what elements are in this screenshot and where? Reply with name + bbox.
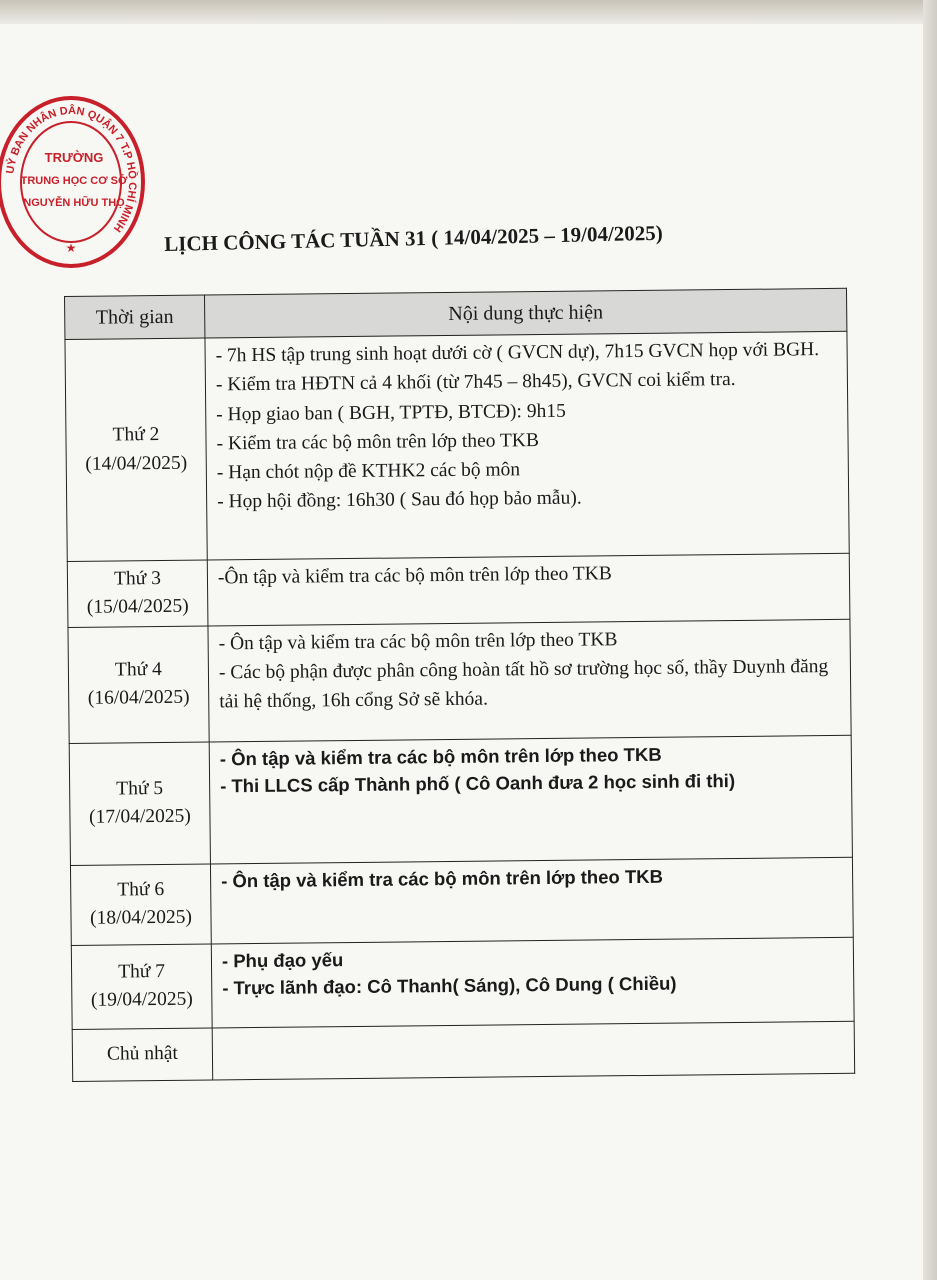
schedule-table (64, 288, 855, 1082)
row-day: Chủ nhật (106, 1042, 179, 1065)
row-day-cell (71, 944, 212, 1029)
stamp-line-2: TRUNG HỌC CƠ SỞ (20, 175, 128, 187)
row-content-cell (209, 735, 852, 864)
row-day: Thứ 7 (118, 960, 166, 983)
row-content-cell (210, 857, 853, 944)
row-date: (15/04/2025) (86, 595, 189, 619)
row-date: (19/04/2025) (90, 988, 193, 1011)
row-day-cell (65, 338, 207, 561)
table-row (65, 331, 849, 561)
row-day: Thứ 4 (114, 658, 162, 681)
table-row (70, 857, 853, 945)
page-title: LỊCH CÔNG TÁC TUẦN 31 ( 14/04/2025 – 19/04/2025) (164, 220, 664, 256)
list-item: - Phụ đạo yếu (221, 948, 344, 971)
row-day-cell (69, 742, 210, 865)
list-item: - Kiểm tra các bộ môn trên lớp theo TKB (216, 429, 540, 455)
list-item: - Họp giao ban ( BGH, TPTĐ, BTCĐ): 9h15 (216, 400, 566, 425)
row-day-cell (70, 864, 211, 945)
row-content-cell (211, 937, 854, 1028)
stamp-seal-icon (0, 92, 146, 272)
row-day: Thứ 6 (117, 878, 165, 901)
row-date: (17/04/2025) (88, 805, 191, 828)
row-content-cell (205, 331, 849, 560)
row-date: (14/04/2025) (85, 452, 188, 475)
list-item: - Ôn tập và kiểm tra các bộ môn trên lớp theo TKB (221, 865, 664, 891)
stamp-ring-text: UỶ BAN NHÂN DÂN QUẬN 7 T.P HỒ CHÍ MINH (4, 104, 139, 235)
stamp-line-1: TRƯỜNG (44, 150, 104, 165)
row-content-cell (212, 1021, 855, 1080)
list-item: - Họp hội đồng: 16h30 ( Sau đó họp bảo mẫu). (217, 487, 582, 513)
row-content-cell (207, 553, 850, 625)
list-item: - Ôn tập và kiểm tra các bộ môn trên lớp theo TKB (219, 743, 662, 769)
list-item: - 7h HS tập trung sinh hoạt dưới cờ ( GVCN dự), 7h15 GVCN họp với BGH. (215, 339, 820, 367)
row-content-cell (208, 619, 851, 742)
list-item: - Hạn chót nộp đề KTHK2 các bộ môn (216, 459, 521, 484)
list-item: - Kiểm tra HĐTN cả 4 khối (từ 7h45 – 8h45), GVCN coi kiểm tra. (215, 369, 736, 396)
row-date: (18/04/2025) (89, 906, 193, 929)
list-item: - Ôn tập và kiểm tra các bộ môn trên lớp theo TKB (218, 628, 618, 654)
row-day: Thứ 2 (112, 424, 160, 446)
row-day-cell (67, 560, 208, 627)
list-item: -Ôn tập và kiểm tra các bộ môn trên lớp theo TKB (217, 563, 612, 589)
table-row (71, 937, 854, 1029)
svg-text:UỶ BAN NHÂN DÂN QUẬN 7 T.P HỒ (4, 104, 139, 234)
table-row (69, 735, 852, 865)
stamp-line-3: NGUYỄN HỮU THỌ (23, 197, 125, 209)
photo-top-edge (0, 0, 937, 24)
list-item: - Trực lãnh đạo: Cô Thanh( Sáng), Cô Dung ( Chiều) (222, 972, 677, 999)
row-date: (16/04/2025) (87, 686, 190, 709)
table-row (72, 1021, 855, 1081)
header-content: Nội dung thực hiện (204, 288, 846, 338)
list-item: - Thi LLCS cấp Thành phố ( Cô Oanh đưa 2 học sinh đi thi) (220, 770, 736, 797)
row-day: Thứ 3 (113, 568, 161, 590)
page-edge-shadow (923, 0, 937, 1280)
school-stamp (0, 92, 146, 272)
row-day-cell (72, 1028, 213, 1081)
row-day-cell (68, 626, 209, 743)
row-day: Thứ 5 (116, 777, 164, 800)
header-time: Thời gian (65, 295, 205, 339)
table-row (68, 619, 851, 743)
list-item: - Các bộ phận được phân công hoàn tất hồ sơ trường học số, thầy Duynh đăng tải hệ thống, 16h cổng Sở sẽ khóa. (218, 655, 829, 713)
svg-text:★: ★ (65, 241, 77, 255)
table-row (67, 553, 850, 627)
